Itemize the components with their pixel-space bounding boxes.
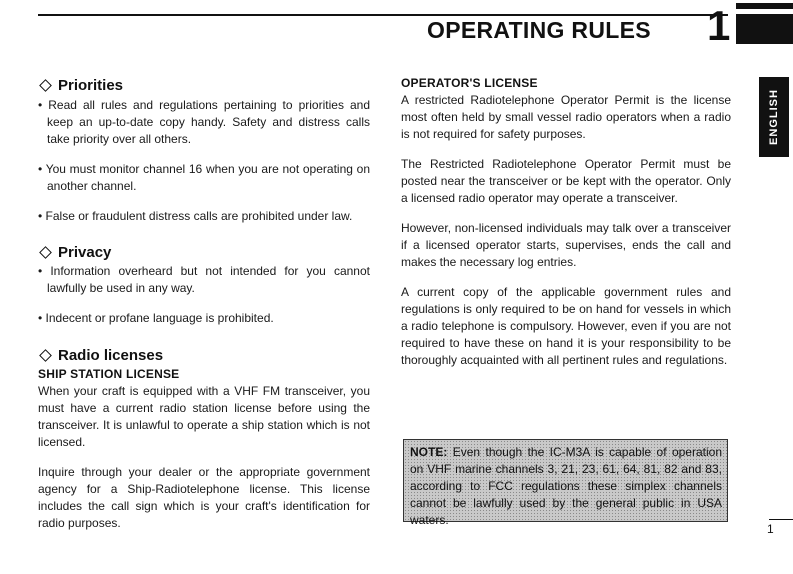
note-text [410,444,722,529]
operators-license-subheading: OPERATOR'S LICENSE [401,76,538,90]
operators-license-paragraph-4: A current copy of the applicable government rules and regulations is only required to be on hand for vessels in which a radio telephone is compulsory. However, even if you are not required to have these on hand it is your responsibility to be thoroughly acquainted with all pertinent rules and regulations. [401,285,731,367]
language-tab-label: ENGLISH [768,89,780,145]
header-rule [38,14,728,16]
ship-station-paragraph-2: Inquire through your dealer or the appropriate government agency for a Ship-Radiotelephone license. This license includes the call sign which is your craft's identification for radio purposes. [38,465,370,530]
operators-license-paragraph-1: A restricted Radiotelephone Operator Permit is the license most often held by small vessel radio operators when a radio is not required for safety purposes. [401,93,731,141]
privacy-bullet-1: • Information overheard but not intended for you cannot lawfully be used in any way. [38,264,370,295]
diamond-icon [39,246,52,259]
right-column [401,75,731,369]
page-title: OPERATING RULES [427,17,651,43]
left-column [38,76,370,532]
tab-bar-thin [736,3,793,9]
ship-station-license-subheading: SHIP STATION LICENSE [38,367,180,381]
note-box [403,439,728,527]
note-label: NOTE: [410,445,448,459]
priorities-bullet-1: • Read all rules and regulations pertaining to priorities and keep an up-to-date copy handy. Safety and distress calls take priority over all others. [38,98,370,146]
priorities-bullet-3: • False or fraudulent distress calls are prohibited under law. [38,209,353,223]
page-number-rule [769,519,793,520]
ship-station-paragraph-1: When your craft is equipped with a VHF FM transceiver, you must have a current radio station license before using the transceiver. It is unlawful to operate a ship station which is not licensed. [38,384,370,449]
section-radio-licenses-heading: Radio licenses [38,346,370,366]
operators-license-paragraph-2: The Restricted Radiotelephone Operator Permit must be posted near the transceiver or be kept with the operator. Only a licensed radio operator may operate a transceiver. [401,157,731,205]
diamond-icon [39,349,52,362]
note-body: Even though the IC-M3A is capable of operation on VHF marine channels 3, 21, 23, 61, 64, 81, 82 and 83, according to FCC regulations these simplex channels cannot be lawfully used by the general public in USA waters. [410,445,722,527]
diamond-icon [39,79,52,92]
priorities-bullet-2: • You must monitor channel 16 when you are not operating on another channel. [38,162,370,193]
section-privacy-heading: Privacy [38,243,370,263]
page-number: 1 [767,522,774,536]
chapter-number: 1 [707,2,731,49]
language-tab [759,77,789,157]
section-priorities-heading: Priorities [38,76,370,96]
tab-bar-thick [736,14,793,44]
privacy-bullet-2: • Indecent or profane language is prohibited. [38,311,274,325]
operators-license-paragraph-3: However, non-licensed individuals may talk over a transceiver if a licensed operator starts, supervises, ends the call and makes the necessary log entries. [401,221,731,269]
